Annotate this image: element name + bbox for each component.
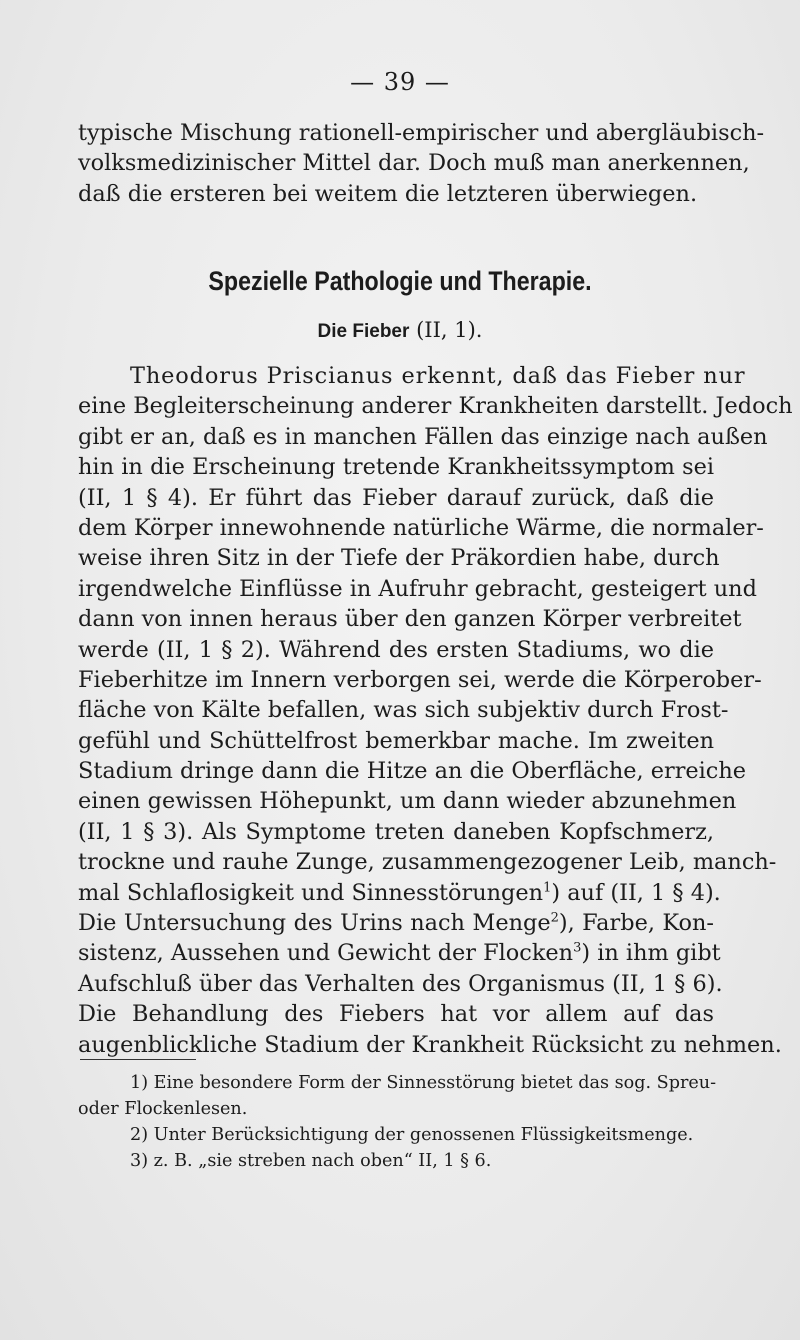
footnote-3: 3) z. B. „sie streben nach oben“ II, 1 § 6.: [130, 1151, 492, 1171]
text-line: Theodorus Priscianus erkennt, daß das Fieber nur: [130, 363, 746, 389]
main-paragraph: [78, 361, 793, 1060]
subheading-title: Die Fieber: [317, 321, 410, 342]
text-segment: Die Untersuchung des Urins nach Menge: [78, 910, 551, 937]
text-line: eine Begleiterscheinung anderer Krankheiten darstellt. Jedoch: [78, 393, 793, 420]
footnote-marker-3: 3: [573, 940, 582, 956]
intro-paragraph: [78, 118, 765, 209]
text-line: (II, 1 § 3). Als Symptome treten daneben Kopfschmerz,: [78, 818, 714, 845]
subheading: [0, 318, 800, 343]
text-line: einen gewissen Höhepunkt, um dann wieder abzunehmen: [78, 788, 737, 815]
text-line: gibt er an, daß es in manchen Fällen das einzige nach außen: [78, 423, 768, 450]
section-heading: Spezielle Pathologie und Therapie.: [208, 266, 592, 296]
footnote-2: 2) Unter Berücksichtigung der genossenen Flüssigkeitsmenge.: [130, 1125, 694, 1145]
text-segment: ), Farbe, Kon-: [558, 910, 714, 937]
text-line: hin in die Erscheinung tretende Krankheitssymptom sei: [78, 454, 714, 481]
footnotes: [78, 1070, 717, 1174]
text-line: (II, 1 § 4). Er führt das Fieber darauf zurück, daß die: [78, 484, 714, 511]
footnote-divider: [80, 1059, 196, 1060]
text-line-footnote-3: [78, 938, 721, 968]
text-line: Stadium dringe dann die Hitze an die Oberfläche, erreiche: [78, 758, 747, 785]
text-segment: ) auf (II, 1 § 4).: [551, 879, 721, 906]
text-line-footnote-1: [78, 878, 721, 908]
text-line: Aufschluß über das Verhalten des Organismus (II, 1 § 6).: [78, 970, 723, 997]
text-line: volksmedizinischer Mittel dar. Doch muß man anerkennen,: [78, 150, 750, 177]
text-line: weise ihren Sitz in der Tiefe der Präkordien habe, durch: [78, 545, 720, 572]
footnote-marker-2: 2: [550, 910, 559, 926]
text-segment: ) in ihm gibt: [581, 940, 721, 967]
text-line: augenblickliche Stadium der Krankheit Rücksicht zu nehmen.: [78, 1031, 782, 1058]
text-segment: mal Schlaflosigkeit und Sinnesstörungen: [78, 879, 544, 906]
footnote-marker-1: 1: [543, 880, 552, 896]
footnote-1: 1) Eine besondere Form der Sinnesstörung bietet das sog. Spreu-: [130, 1073, 717, 1093]
text-line: typische Mischung rationell-empirischer und abergläubisch-: [78, 120, 765, 146]
text-line: gefühl und Schüttelfrost bemerkbar mache. Im zweiten: [78, 727, 714, 754]
text-line: fläche von Kälte befallen, was sich subjektiv durch Frost-: [78, 697, 729, 724]
text-line: dem Körper innewohnende natürliche Wärme, die normaler-: [78, 514, 764, 541]
text-segment: sistenz, Aussehen und Gewicht der Flocken: [78, 940, 574, 967]
text-line: trockne und rauhe Zunge, zusammengezogener Leib, manch-: [78, 849, 777, 876]
footnote-1-continued: oder Flockenlesen.: [78, 1099, 248, 1119]
text-line: Die Behandlung des Fiebers hat vor allem auf das: [78, 1001, 714, 1028]
text-line: daß die ersteren bei weitem die letzteren überwiegen.: [78, 180, 698, 207]
text-line: irgendwelche Einflüsse in Aufruhr gebracht, gesteigert und: [78, 575, 757, 602]
page-number: — 39 —: [350, 68, 450, 96]
subheading-ref: (II, 1).: [416, 318, 483, 342]
text-line: Fieberhitze im Innern verborgen sei, werde die Körperober-: [78, 666, 762, 693]
text-line: werde (II, 1 § 2). Während des ersten Stadiums, wo die: [78, 636, 714, 663]
text-line: dann von innen heraus über den ganzen Körper verbreitet: [78, 606, 742, 633]
text-line-footnote-2: [78, 908, 714, 938]
